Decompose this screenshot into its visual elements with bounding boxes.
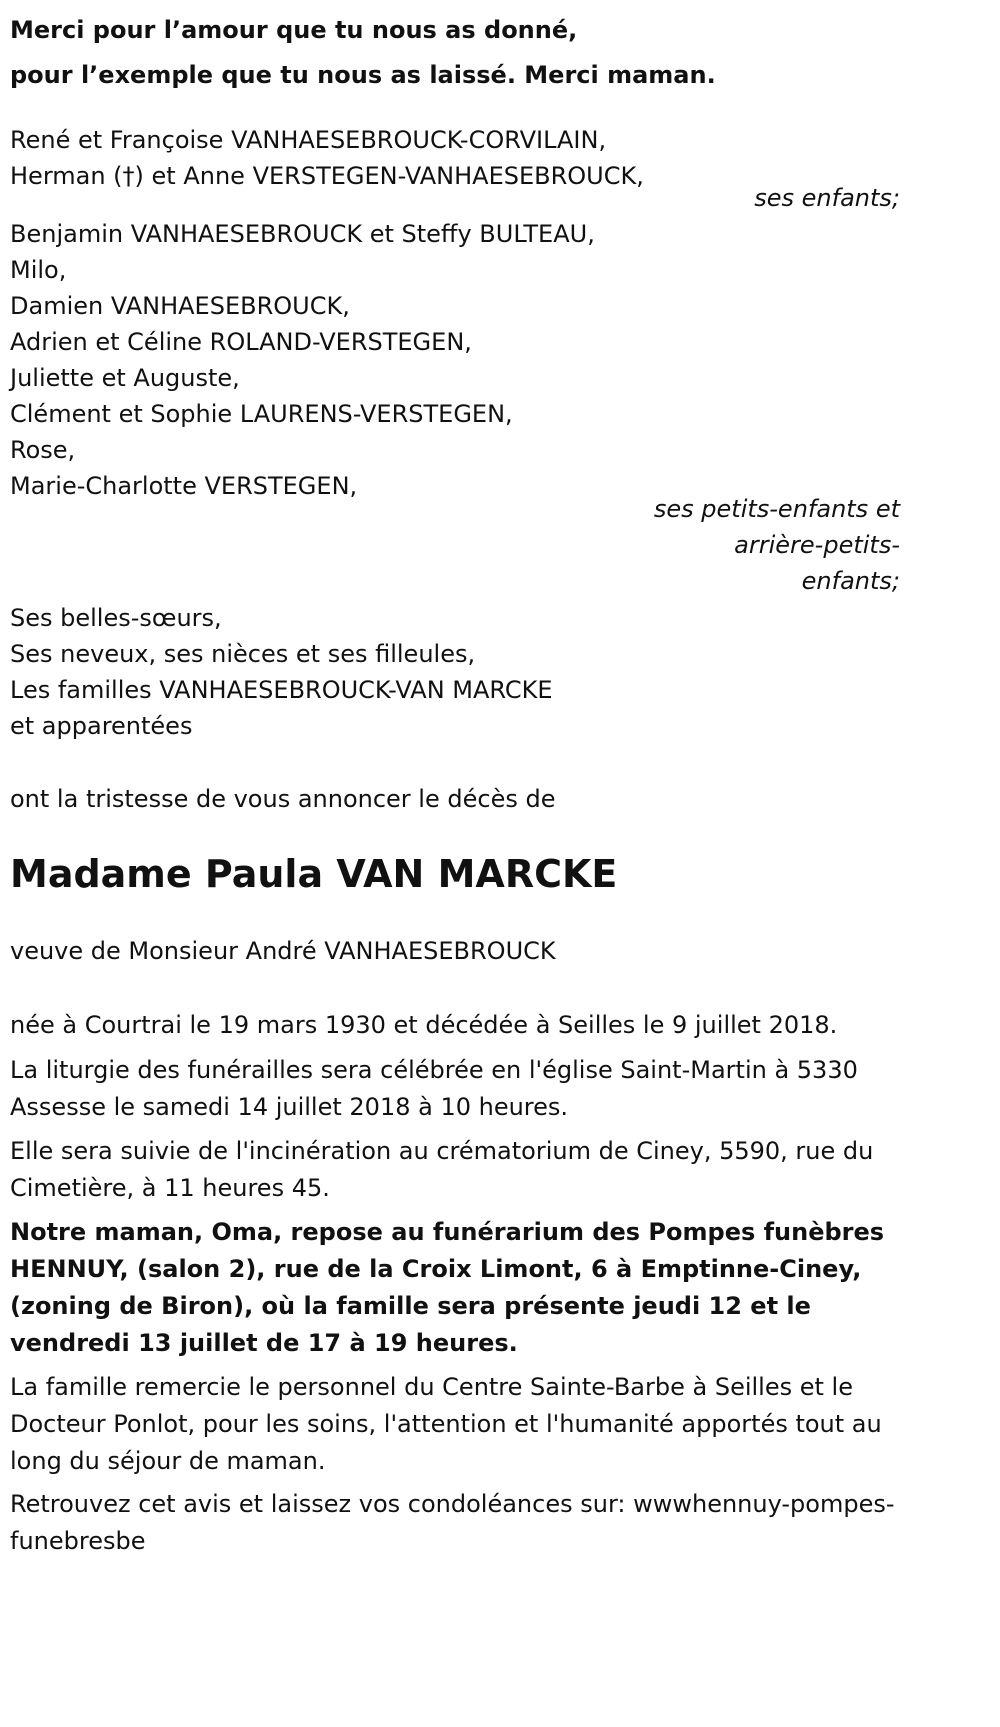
family-member: Rose, (10, 436, 76, 464)
family-member: Les familles VANHAESEBROUCK-VAN MARCKE (10, 676, 553, 704)
family-member: Juliette et Auguste, (10, 364, 240, 392)
birth-death-paragraph: née à Courtrai le 19 mars 1930 et décédée à Seilles le 9 juillet 2018. (10, 1011, 838, 1039)
family-member: Ses belles-sœurs, (10, 604, 222, 632)
family-member: Damien VANHAESEBROUCK, (10, 292, 350, 320)
thanks-paragraph: La famille remercie le personnel du Centre Sainte-Barbe à Seilles et le Docteur Ponlot, pour les soins, l'attention et l'humanité apportés tout au long du séjour de maman. (10, 1373, 882, 1475)
widow-of: veuve de Monsieur André VANHAESEBROUCK (10, 937, 556, 965)
family-member: Benjamin VANHAESEBROUCK et Steffy BULTEAU, (10, 220, 595, 248)
family-member: et apparentées (10, 712, 193, 740)
motto-line: pour l’exemple que tu nous as laissé. Merci maman. (10, 61, 716, 89)
family-member: Milo, (10, 256, 67, 284)
family-member: Ses neveux, ses nièces et ses filleules, (10, 640, 476, 668)
family-member: René et Françoise VANHAESEBROUCK-CORVILAIN, (10, 126, 607, 154)
family-member: Herman (†) et Anne VERSTEGEN-VANHAESEBROUCK, (10, 162, 644, 190)
deceased-name: Madame Paula VAN MARCKE (10, 852, 618, 896)
family-member: Clément et Sophie LAURENS-VERSTEGEN, (10, 400, 513, 428)
children-role: ses enfants; (754, 184, 900, 212)
family-member: Adrien et Céline ROLAND-VERSTEGEN, (10, 328, 472, 356)
motto (10, 8, 716, 98)
family-member: Marie-Charlotte VERSTEGEN, (10, 472, 358, 500)
cremation-paragraph: Elle sera suivie de l'incinération au crématorium de Ciney, 5590, rue du Cimetière, à 11 heures 45. (10, 1137, 874, 1202)
visitation-paragraph: Notre maman, Oma, repose au funérarium des Pompes funèbres HENNUY, (salon 2), rue de la Croix Limont, 6 à Emptinne-Ciney, (zoning de Biron), où la famille sera présente jeudi 12 et le vendredi 13 juillet de 17 à 19 heures. (10, 1218, 885, 1357)
liturgy-paragraph: La liturgie des funérailles sera célébrée en l'église Saint-Martin à 5330 Assesse le samedi 14 juillet 2018 à 10 heures. (10, 1056, 858, 1121)
grandchildren-role: ses petits-enfants et arrière-petits-enfants; (653, 495, 900, 595)
condolences-paragraph: Retrouvez cet avis et laissez vos condoléances sur: wwwhennuy-pompes-funebresbe (10, 1490, 895, 1555)
relatives-list (10, 600, 910, 744)
announcement-text: ont la tristesse de vous annoncer le décès de (10, 785, 556, 813)
motto-line: Merci pour l’amour que tu nous as donné, (10, 16, 578, 44)
grandchildren-list (10, 216, 910, 504)
